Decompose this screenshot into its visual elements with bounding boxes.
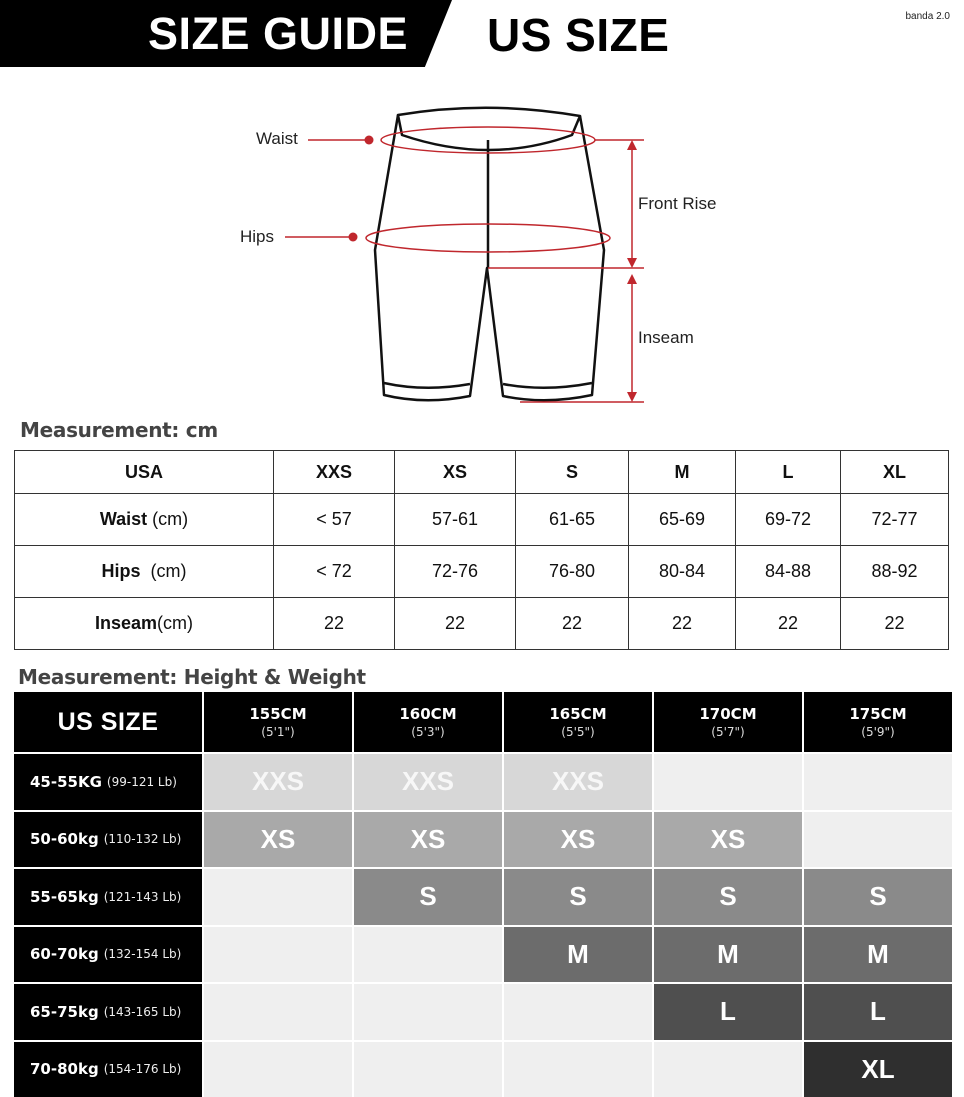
height-ft: (5'1"): [261, 725, 294, 739]
size-cell: S: [654, 869, 802, 925]
weight-lb: (110-132 Lb): [104, 832, 182, 846]
empty-cell: [204, 1042, 352, 1097]
shorts-outline-icon: [375, 108, 604, 401]
weight-lb: (154-176 Lb): [104, 1062, 182, 1076]
height-ft: (5'7"): [711, 725, 744, 739]
size-cell: XXS: [204, 754, 352, 810]
waist-marker: [308, 127, 595, 153]
height-col-header: [654, 692, 802, 752]
col-header: M: [629, 451, 736, 494]
waist-dot: [365, 136, 374, 145]
empty-cell: [204, 927, 352, 983]
empty-cell: [504, 984, 652, 1040]
size-cell: M: [654, 927, 802, 983]
waist-label: Waist: [256, 129, 298, 148]
col-header: XXS: [274, 451, 395, 494]
table-cell: < 72: [274, 546, 395, 598]
weight-row-header: [14, 869, 202, 925]
size-cell: XS: [504, 812, 652, 868]
inseam-label: Inseam: [638, 328, 694, 347]
row-header: Waist (cm): [15, 494, 274, 546]
table-row: [15, 494, 949, 546]
table-cell: 72-77: [841, 494, 949, 546]
empty-cell: [354, 927, 502, 983]
height-cm: 155CM: [249, 705, 306, 723]
inseam-arrow: [520, 274, 644, 402]
size-cell: S: [804, 869, 952, 925]
size-cell: L: [804, 984, 952, 1040]
height-col-header: [504, 692, 652, 752]
height-col-header: [804, 692, 952, 752]
table-cell: < 57: [274, 494, 395, 546]
size-cell: XS: [354, 812, 502, 868]
weight-kg: 45-55KG: [30, 773, 102, 791]
row-header: Inseam(cm): [15, 598, 274, 650]
page-title: SIZE GUIDE: [148, 8, 408, 60]
table-cell: 88-92: [841, 546, 949, 598]
empty-cell: [804, 754, 952, 810]
size-cell: XS: [204, 812, 352, 868]
table-cell: 61-65: [516, 494, 629, 546]
weight-row-header: [14, 754, 202, 810]
height-ft: (5'3"): [411, 725, 444, 739]
size-cell: L: [654, 984, 802, 1040]
empty-cell: [354, 1042, 502, 1097]
height-col-header: [354, 692, 502, 752]
weight-row-header: [14, 984, 202, 1040]
table-row: [15, 598, 949, 650]
height-cm: 160CM: [399, 705, 456, 723]
size-cell: XXS: [354, 754, 502, 810]
size-cell: XXS: [504, 754, 652, 810]
front-rise-label: Front Rise: [638, 194, 716, 213]
size-cell: XS: [654, 812, 802, 868]
table-row: [15, 546, 949, 598]
size-cell: S: [504, 869, 652, 925]
empty-cell: [204, 984, 352, 1040]
col-header: USA: [15, 451, 274, 494]
table-cell: 22: [395, 598, 516, 650]
weight-lb: (99-121 Lb): [107, 775, 177, 789]
table-cell: 84-88: [736, 546, 841, 598]
col-header: XL: [841, 451, 949, 494]
hw-section-title: Measurement: Height & Weight: [18, 665, 366, 689]
empty-cell: [804, 812, 952, 868]
col-header: L: [736, 451, 841, 494]
height-weight-grid: [14, 692, 945, 1097]
weight-lb: (143-165 Lb): [104, 1005, 182, 1019]
empty-cell: [204, 869, 352, 925]
col-header: XS: [395, 451, 516, 494]
height-col-header: [204, 692, 352, 752]
weight-kg: 60-70kg: [30, 945, 99, 963]
hips-dot: [349, 233, 358, 242]
table-cell: 22: [516, 598, 629, 650]
empty-cell: [504, 1042, 652, 1097]
empty-cell: [654, 1042, 802, 1097]
weight-lb: (121-143 Lb): [104, 890, 182, 904]
shorts-diagram: [0, 80, 964, 420]
empty-cell: [654, 754, 802, 810]
size-cell: M: [504, 927, 652, 983]
table-header-row: [15, 451, 949, 494]
size-cell: S: [354, 869, 502, 925]
table-cell: 65-69: [629, 494, 736, 546]
hips-marker: [285, 224, 610, 252]
weight-kg: 65-75kg: [30, 1003, 99, 1021]
height-cm: 165CM: [549, 705, 606, 723]
cm-section-title: Measurement: cm: [20, 418, 218, 442]
size-cell: M: [804, 927, 952, 983]
table-cell: 76-80: [516, 546, 629, 598]
table-cell: 69-72: [736, 494, 841, 546]
table-cell: 80-84: [629, 546, 736, 598]
table-cell: 72-76: [395, 546, 516, 598]
empty-cell: [354, 984, 502, 1040]
table-cell: 22: [736, 598, 841, 650]
version-label: banda 2.0: [906, 11, 951, 22]
page-subtitle: US SIZE: [487, 8, 669, 62]
row-header: Hips (cm): [15, 546, 274, 598]
cm-size-table: [14, 450, 949, 650]
height-cm: 170CM: [699, 705, 756, 723]
col-header: S: [516, 451, 629, 494]
weight-kg: 70-80kg: [30, 1060, 99, 1078]
weight-row-header: [14, 927, 202, 983]
weight-kg: 55-65kg: [30, 888, 99, 906]
table-cell: 57-61: [395, 494, 516, 546]
table-cell: 22: [274, 598, 395, 650]
size-cell: XL: [804, 1042, 952, 1097]
weight-row-header: [14, 812, 202, 868]
weight-kg: 50-60kg: [30, 830, 99, 848]
grid-corner-label: US SIZE: [14, 692, 202, 752]
table-cell: 22: [841, 598, 949, 650]
height-ft: (5'5"): [561, 725, 594, 739]
height-ft: (5'9"): [861, 725, 894, 739]
height-cm: 175CM: [849, 705, 906, 723]
weight-row-header: [14, 1042, 202, 1097]
table-cell: 22: [629, 598, 736, 650]
weight-lb: (132-154 Lb): [104, 947, 182, 961]
hips-label: Hips: [240, 227, 274, 246]
